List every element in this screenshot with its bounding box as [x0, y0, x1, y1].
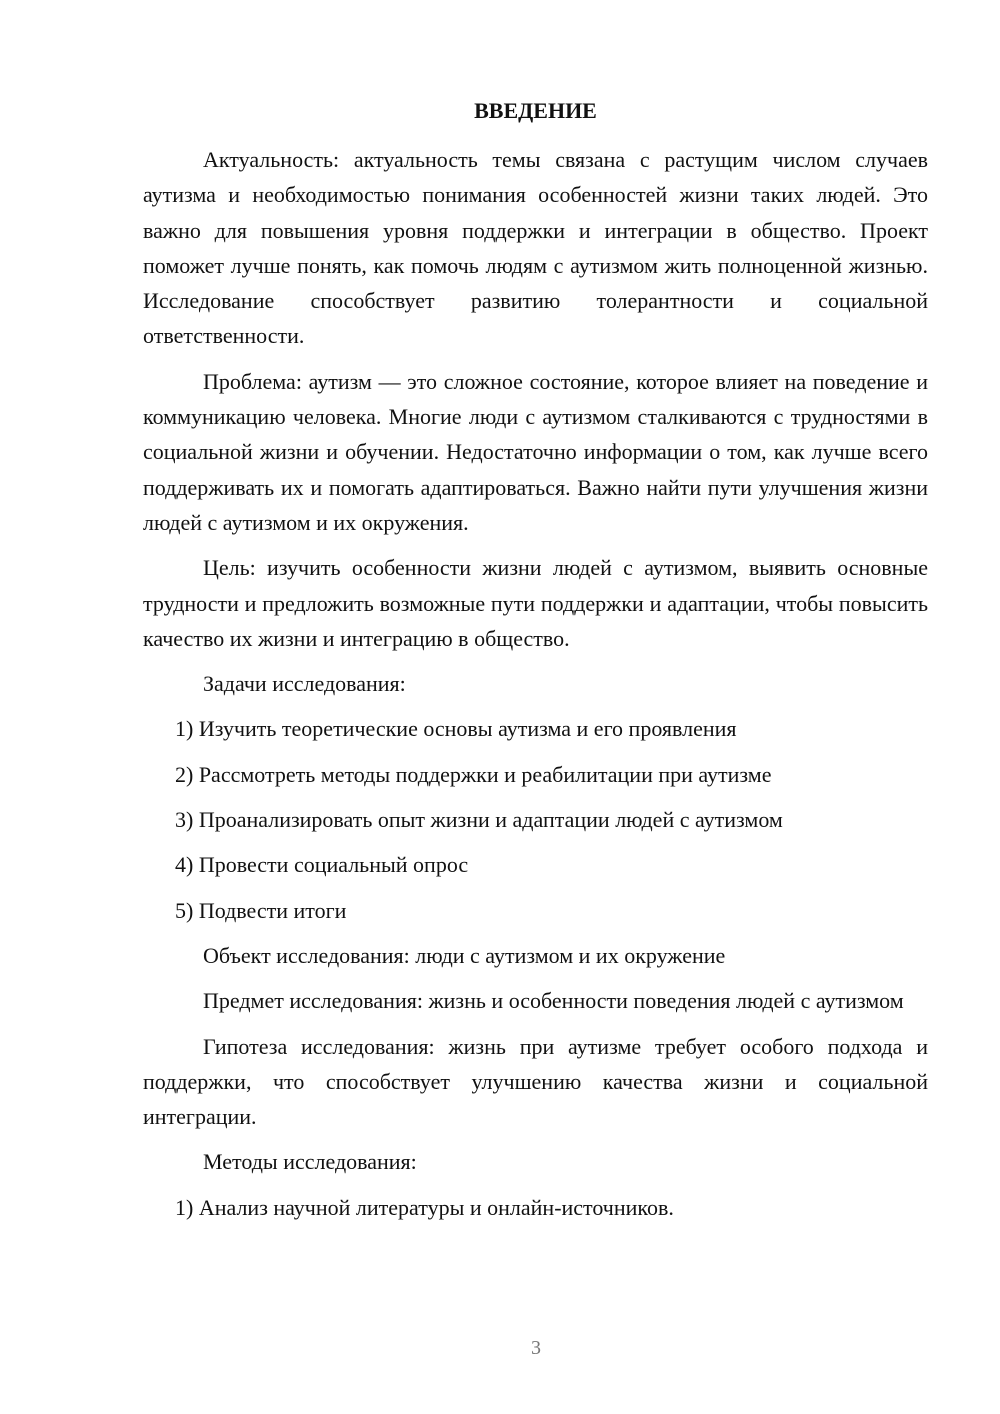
relevance-paragraph: Актуальность: актуальность темы связана с растущим числом случаев аутизма и необходимостью понимания особенностей жизни таких людей. Это важно для повышения уровня поддержки и интеграции в общество. Проект поможет лучше понять, как помочь людям с аутизмом жить полноценной жизнью. Исследование способствует развитию толерантности и социальной ответственности. — [143, 147, 928, 349]
task-item-4: 4) Провести социальный опрос — [175, 852, 469, 878]
page-number: 3 — [531, 1337, 541, 1359]
problem-paragraph: Проблема: аутизм — это сложное состояние, которое влияет на поведение и коммуникацию человека. Многие люди с аутизмом сталкиваются с трудностями в социальной жизни и обучении. Недостаточно информации о том, как лучше всего поддерживать их и помогать адаптироваться. Важно найти пути улучшения жизни людей с аутизмом и их окружения. — [143, 368, 928, 535]
task-item-1: 1) Изучить теоретические основы аутизма и его проявления — [175, 716, 737, 742]
research-subject: Предмет исследования: жизнь и особенности поведения людей с аутизмом — [203, 988, 904, 1014]
research-object: Объект исследования: люди с аутизмом и их окружение — [203, 942, 726, 968]
research-hypothesis: Гипотеза исследования: жизнь при аутизме требует особого подхода и поддержки, что способствует улучшению качества жизни и социальной интеграции. — [143, 1033, 928, 1130]
task-item-5: 5) Подвести итоги — [175, 897, 347, 923]
task-item-2: 2) Рассмотреть методы поддержки и реабилитации при аутизме — [175, 761, 772, 787]
methods-title: Методы исследования: — [203, 1149, 417, 1175]
goal-paragraph: Цель: изучить особенности жизни людей с аутизмом, выявить основные трудности и предложить возможные пути поддержки и адаптации, чтобы повысить качество их жизни и интеграцию в общество. — [143, 555, 928, 651]
method-item-1: 1) Анализ научной литературы и онлайн-источников. — [175, 1194, 674, 1220]
tasks-title: Задачи исследования: — [203, 671, 406, 697]
section-heading: ВВЕДЕНИЕ — [474, 98, 597, 123]
document-body — [143, 142, 928, 1235]
task-item-3: 3) Проанализировать опыт жизни и адаптации людей с аутизмом — [175, 807, 783, 833]
